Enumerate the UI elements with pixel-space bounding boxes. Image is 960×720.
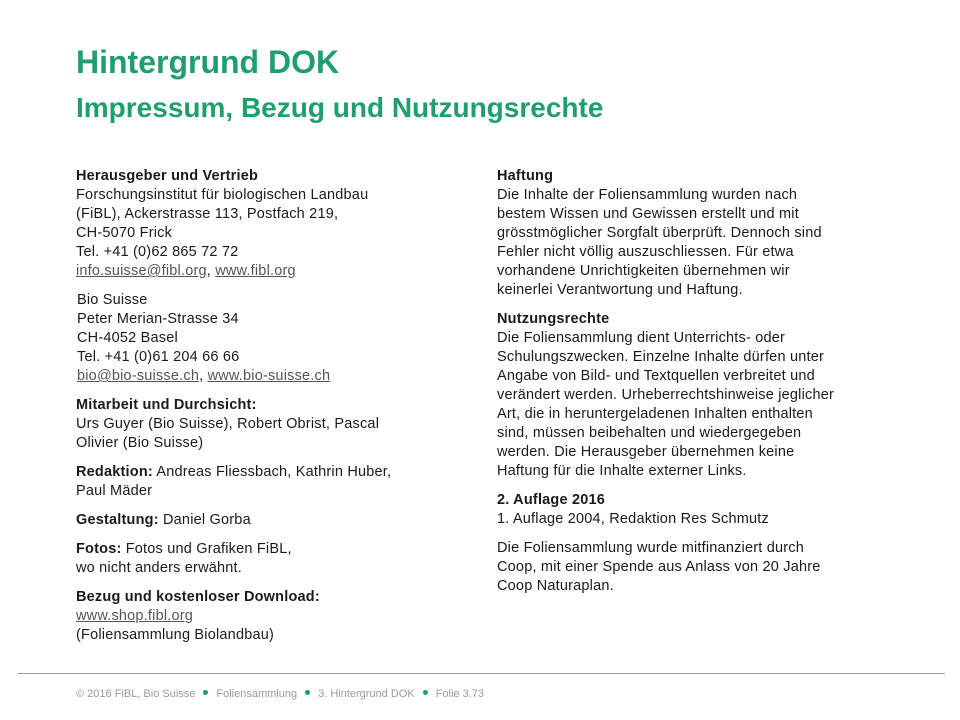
liability-line: Fehler nicht völlig auszuschliessen. Für etwa [497, 244, 794, 260]
biosuisse-line: Bio Suisse [77, 292, 148, 308]
rights-line: Art, die in heruntergeladenen Inhalten enthalten [497, 406, 813, 422]
fibl-web-link[interactable]: www.fibl.org [215, 263, 296, 279]
liability-line: bestem Wissen und Gewissen erstellt und mit [497, 206, 799, 222]
photos-block [76, 540, 446, 578]
footer-divider [18, 673, 945, 674]
biosuisse-contact-links [77, 367, 446, 386]
footer-copyright: © 2016 FiBL, Bio Suisse [76, 688, 196, 700]
right-column [497, 167, 897, 606]
collaboration-line: Olivier (Bio Suisse) [76, 435, 204, 451]
photos-label: Fotos: [76, 541, 122, 557]
publisher-block [76, 167, 446, 281]
rights-heading: Nutzungsrechte [497, 311, 610, 327]
fibl-email-link[interactable]: info.suisse@fibl.org [76, 263, 207, 279]
download-heading: Bezug und kostenloser Download: [76, 589, 320, 605]
edition-line: 1. Auflage 2004, Redaktion Res Schmutz [497, 511, 769, 527]
link-separator: , [206, 263, 216, 279]
footer-section: 3. Hintergrund DOK [318, 688, 415, 700]
left-column [76, 167, 446, 655]
edition-block [497, 491, 897, 529]
editing-value: Andreas Fliessbach, Kathrin Huber, [152, 464, 392, 480]
biosuisse-web-link[interactable]: www.bio-suisse.ch [207, 368, 331, 384]
rights-line: Angabe von Bild- und Textquellen verbreitet und [497, 368, 815, 384]
design-value: Daniel Gorba [158, 512, 251, 528]
rights-line: Haftung für die Inhalte externer Links. [497, 463, 747, 479]
biosuisse-block [76, 291, 446, 386]
liability-heading: Haftung [497, 168, 554, 184]
fibl-line: CH-5070 Frick [76, 225, 173, 241]
footer-collection: Foliensammlung [216, 688, 298, 700]
liability-line: Die Inhalte der Foliensammlung wurden nach [497, 187, 798, 203]
biosuisse-line: Peter Merian-Strasse 34 [77, 311, 239, 327]
funding-line: Coop, mit einer Spende aus Anlass von 20 Jahre [497, 559, 821, 575]
biosuisse-email-link[interactable]: bio@bio-suisse.ch [77, 368, 200, 384]
link-separator: , [199, 368, 208, 384]
funding-line: Die Foliensammlung wurde mitfinanziert durch [497, 540, 804, 556]
download-block [76, 588, 446, 645]
editing-block [76, 463, 446, 501]
collaboration-heading: Mitarbeit und Durchsicht: [76, 397, 257, 413]
download-note: (Foliensammlung Biolandbau) [76, 627, 275, 643]
design-block [76, 511, 446, 530]
shop-link[interactable]: www.shop.fibl.org [76, 608, 194, 624]
design-label: Gestaltung: [76, 512, 159, 528]
biosuisse-line: CH-4052 Basel [77, 330, 178, 346]
liability-line: vorhandene Unrichtigkeiten übernehmen wir [497, 263, 790, 279]
funding-block [497, 539, 897, 596]
rights-line: sind, müssen beibehalten und wiedergegeben [497, 425, 802, 441]
collaboration-block [76, 396, 446, 453]
rights-line: Die Foliensammlung dient Unterrichts- oder [497, 330, 786, 346]
liability-line: keinerlei Verantwortung und Haftung. [497, 282, 743, 298]
fibl-line: (FiBL), Ackerstrasse 113, Postfach 219, [76, 206, 339, 222]
rights-block [497, 310, 897, 481]
publisher-heading: Herausgeber und Vertrieb [76, 168, 259, 184]
rights-line: werden. Die Herausgeber übernehmen keine [497, 444, 795, 460]
editing-value: Paul Mäder [76, 483, 153, 499]
photos-value: wo nicht anders erwähnt. [76, 560, 242, 576]
funding-line: Coop Naturaplan. [497, 578, 614, 594]
liability-line: grösstmöglicher Sorgfalt überprüft. Dennoch sind [497, 225, 822, 241]
biosuisse-line: Tel. +41 (0)61 204 66 66 [77, 349, 240, 365]
bullet-icon [203, 690, 208, 695]
bullet-icon [305, 690, 310, 695]
editing-label: Redaktion: [76, 464, 153, 480]
fibl-contact-links [76, 262, 446, 281]
photos-value: Fotos und Grafiken FiBL, [121, 541, 292, 557]
slide-subtitle: Impressum, Bezug und Nutzungsrechte [76, 92, 604, 123]
rights-line: Schulungszwecken. Einzelne Inhalte dürfen unter [497, 349, 824, 365]
bullet-icon [423, 690, 428, 695]
edition-heading: 2. Auflage 2016 [497, 492, 606, 508]
footer [76, 688, 484, 700]
collaboration-line: Urs Guyer (Bio Suisse), Robert Obrist, Pascal [76, 416, 380, 432]
liability-block [497, 167, 897, 300]
rights-line: verändert werden. Urheberrechtshinweise jeglicher [497, 387, 835, 403]
slide-title: Hintergrund DOK [76, 44, 340, 80]
footer-slide-number: Folie 3.73 [435, 688, 485, 700]
fibl-line: Tel. +41 (0)62 865 72 72 [76, 244, 239, 260]
fibl-line: Forschungsinstitut für biologischen Landbau [76, 187, 369, 203]
